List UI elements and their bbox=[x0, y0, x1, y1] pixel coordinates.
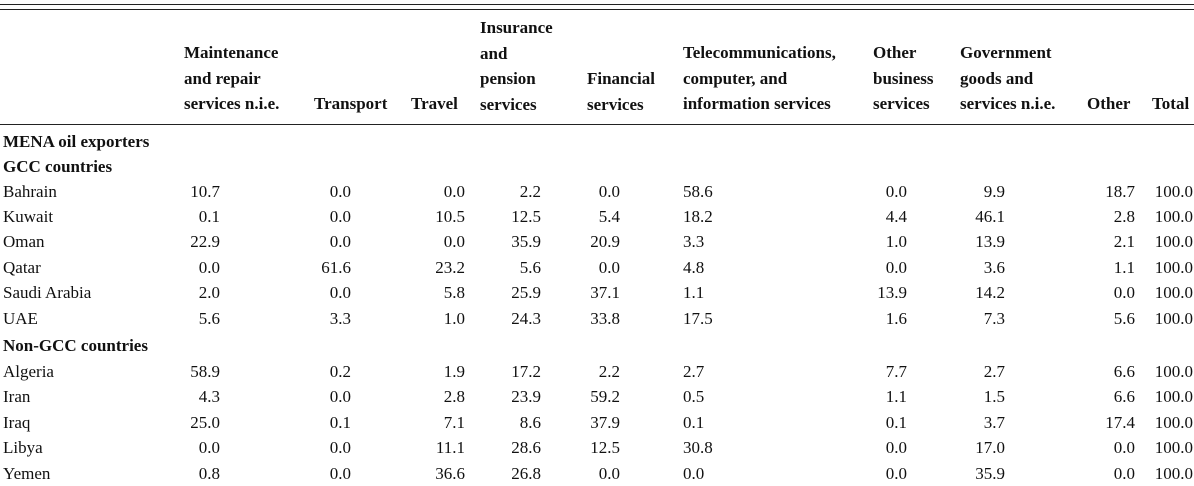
table-row bbox=[0, 229, 1194, 254]
country-name: Bahrain bbox=[3, 182, 57, 201]
table-cell: 0.0 bbox=[598, 258, 620, 277]
table-row bbox=[0, 179, 1194, 204]
table-cell: 2.2 bbox=[598, 362, 620, 381]
table-cell: 0.0 bbox=[329, 387, 351, 406]
header-telecom: Telecommunications, computer, and information services bbox=[683, 43, 836, 113]
table-cell: 58.9 bbox=[190, 362, 220, 381]
table-cell: 0.0 bbox=[885, 182, 907, 201]
table-cell: 3.7 bbox=[983, 413, 1005, 432]
country-name: Qatar bbox=[3, 258, 41, 277]
table-cell: 17.2 bbox=[511, 362, 541, 381]
header-total: Total bbox=[1152, 94, 1190, 113]
table-cell: 2.0 bbox=[198, 283, 220, 302]
table-cell: 11.1 bbox=[435, 438, 465, 457]
table-cell: 0.0 bbox=[1113, 283, 1135, 302]
table-cell: 5.4 bbox=[598, 207, 620, 226]
table-cell: 4.4 bbox=[885, 207, 907, 226]
table-cell: 12.5 bbox=[511, 207, 541, 226]
table-cell: 25.9 bbox=[511, 283, 541, 302]
table-cell: 2.8 bbox=[1113, 207, 1135, 226]
table-cell: 1.5 bbox=[983, 387, 1005, 406]
table-cell: 5.6 bbox=[198, 309, 220, 328]
header-financial: Financial services bbox=[587, 69, 656, 114]
table-cell: 0.0 bbox=[198, 258, 220, 277]
table-cell: 100.0 bbox=[1154, 438, 1193, 457]
table-cell: 0.0 bbox=[443, 182, 465, 201]
table-cell: 0.0 bbox=[885, 438, 907, 457]
header-other-business: Other business services bbox=[873, 43, 934, 113]
table-cell: 0.0 bbox=[683, 464, 705, 483]
table-cell: 0.1 bbox=[885, 413, 907, 432]
table-cell: 0.0 bbox=[329, 283, 351, 302]
table-cell: 0.0 bbox=[1113, 464, 1135, 483]
table-cell: 8.6 bbox=[519, 413, 541, 432]
table-cell: 0.0 bbox=[598, 182, 620, 201]
table-cell: 2.8 bbox=[443, 387, 465, 406]
table-cell: 0.0 bbox=[598, 464, 620, 483]
table-row bbox=[0, 410, 1194, 435]
table-cell: 4.3 bbox=[198, 387, 220, 406]
table-cell: 100.0 bbox=[1154, 362, 1193, 381]
country-name: UAE bbox=[3, 309, 38, 328]
table-cell: 36.6 bbox=[435, 464, 465, 483]
table-row bbox=[0, 280, 1194, 305]
table-cell: 7.7 bbox=[885, 362, 907, 381]
table-cell: 6.6 bbox=[1113, 362, 1135, 381]
table-cell: 18.7 bbox=[1105, 182, 1135, 201]
table-cell: 0.1 bbox=[198, 207, 220, 226]
section-non-gcc: Non-GCC countries bbox=[3, 336, 148, 355]
table-cell: 12.5 bbox=[590, 438, 620, 457]
table-cell: 7.1 bbox=[443, 413, 465, 432]
table-cell: 100.0 bbox=[1154, 207, 1193, 226]
table-cell: 14.2 bbox=[975, 283, 1005, 302]
section-mena: MENA oil exporters bbox=[3, 132, 150, 151]
table-cell: 20.9 bbox=[590, 232, 620, 251]
top-rule bbox=[0, 4, 1194, 5]
table-row bbox=[0, 359, 1194, 384]
table-cell: 22.9 bbox=[190, 232, 220, 251]
table-cell: 100.0 bbox=[1154, 232, 1193, 251]
table-cell: 3.3 bbox=[683, 232, 705, 251]
table-cell: 26.8 bbox=[511, 464, 541, 483]
table-cell: 17.0 bbox=[975, 438, 1005, 457]
table-cell: 100.0 bbox=[1154, 309, 1193, 328]
table-cell: 6.6 bbox=[1113, 387, 1135, 406]
table-cell: 2.1 bbox=[1113, 232, 1135, 251]
country-name: Iran bbox=[3, 387, 31, 406]
table-cell: 0.5 bbox=[683, 387, 705, 406]
section-gcc: GCC countries bbox=[3, 157, 113, 176]
table-cell: 10.7 bbox=[190, 182, 220, 201]
table-cell: 0.0 bbox=[329, 182, 351, 201]
table-row bbox=[0, 461, 1194, 486]
table-row bbox=[0, 255, 1194, 280]
table-cell: 17.5 bbox=[683, 309, 713, 328]
header-maintenance: Maintenance and repair services n.i.e. bbox=[184, 43, 280, 113]
table-cell: 0.0 bbox=[885, 258, 907, 277]
table-cell: 58.6 bbox=[683, 182, 713, 201]
table-cell: 100.0 bbox=[1154, 413, 1193, 432]
country-name: Kuwait bbox=[3, 207, 54, 226]
table-cell: 35.9 bbox=[975, 464, 1005, 483]
table-cell: 100.0 bbox=[1154, 258, 1193, 277]
table-cell: 0.0 bbox=[1113, 438, 1135, 457]
table-cell: 13.9 bbox=[877, 283, 907, 302]
header-transport: Transport bbox=[314, 94, 388, 113]
table-cell: 3.6 bbox=[983, 258, 1005, 277]
table-cell: 23.9 bbox=[511, 387, 541, 406]
table-row bbox=[0, 435, 1194, 460]
table-cell: 5.8 bbox=[443, 283, 465, 302]
table-cell: 24.3 bbox=[511, 309, 541, 328]
table-cell: 9.9 bbox=[983, 182, 1005, 201]
table-cell: 1.1 bbox=[683, 283, 705, 302]
top-rule-second bbox=[0, 9, 1194, 10]
table-cell: 61.6 bbox=[321, 258, 351, 277]
table-cell: 35.9 bbox=[511, 232, 541, 251]
table-cell: 0.0 bbox=[329, 464, 351, 483]
table-cell: 2.2 bbox=[519, 182, 541, 201]
country-name: Yemen bbox=[3, 464, 51, 483]
table-cell: 0.0 bbox=[885, 464, 907, 483]
table-cell: 0.1 bbox=[683, 413, 705, 432]
table-row bbox=[0, 306, 1194, 331]
table-cell: 2.7 bbox=[983, 362, 1005, 381]
table-cell: 2.7 bbox=[683, 362, 705, 381]
table-cell: 13.9 bbox=[975, 232, 1005, 251]
table-cell: 1.0 bbox=[885, 232, 907, 251]
country-name: Algeria bbox=[3, 362, 54, 381]
table-cell: 0.0 bbox=[329, 232, 351, 251]
table-cell: 1.1 bbox=[885, 387, 907, 406]
table-cell: 33.8 bbox=[590, 309, 620, 328]
table-cell: 1.9 bbox=[443, 362, 465, 381]
table-cell: 100.0 bbox=[1154, 182, 1193, 201]
table-cell: 18.2 bbox=[683, 207, 713, 226]
header-rule bbox=[0, 124, 1194, 125]
table-cell: 0.1 bbox=[329, 413, 351, 432]
country-name: Iraq bbox=[3, 413, 31, 432]
table-cell: 28.6 bbox=[511, 438, 541, 457]
table-cell: 17.4 bbox=[1105, 413, 1135, 432]
header-insurance: Insurance and pension services bbox=[480, 18, 553, 114]
table-row bbox=[0, 204, 1194, 229]
table-cell: 37.9 bbox=[590, 413, 620, 432]
table-cell: 30.8 bbox=[683, 438, 713, 457]
table-cell: 0.0 bbox=[329, 207, 351, 226]
table-cell: 3.3 bbox=[329, 309, 351, 328]
table-cell: 0.2 bbox=[329, 362, 351, 381]
table-cell: 7.3 bbox=[983, 309, 1005, 328]
header-government: Government goods and services n.i.e. bbox=[960, 43, 1056, 113]
header-other: Other bbox=[1087, 94, 1131, 113]
table-cell: 37.1 bbox=[590, 283, 620, 302]
header-travel: Travel bbox=[411, 94, 458, 113]
table-cell: 4.8 bbox=[683, 258, 705, 277]
table-cell: 0.8 bbox=[198, 464, 220, 483]
country-name: Saudi Arabia bbox=[3, 283, 92, 302]
table-cell: 0.0 bbox=[198, 438, 220, 457]
country-name: Libya bbox=[3, 438, 43, 457]
table-cell: 100.0 bbox=[1154, 283, 1193, 302]
table-cell: 46.1 bbox=[975, 207, 1005, 226]
table-cell: 100.0 bbox=[1154, 464, 1193, 483]
table-cell: 10.5 bbox=[435, 207, 465, 226]
table-cell: 1.0 bbox=[443, 309, 465, 328]
country-name: Oman bbox=[3, 232, 45, 251]
table-cell: 100.0 bbox=[1154, 387, 1193, 406]
table-cell: 5.6 bbox=[519, 258, 541, 277]
table-row bbox=[0, 384, 1194, 409]
table-cell: 1.6 bbox=[885, 309, 907, 328]
table-cell: 59.2 bbox=[590, 387, 620, 406]
table-cell: 5.6 bbox=[1113, 309, 1135, 328]
table-cell: 1.1 bbox=[1113, 258, 1135, 277]
table-cell: 0.0 bbox=[329, 438, 351, 457]
table-cell: 25.0 bbox=[190, 413, 220, 432]
table-cell: 0.0 bbox=[443, 232, 465, 251]
table-cell: 23.2 bbox=[435, 258, 465, 277]
